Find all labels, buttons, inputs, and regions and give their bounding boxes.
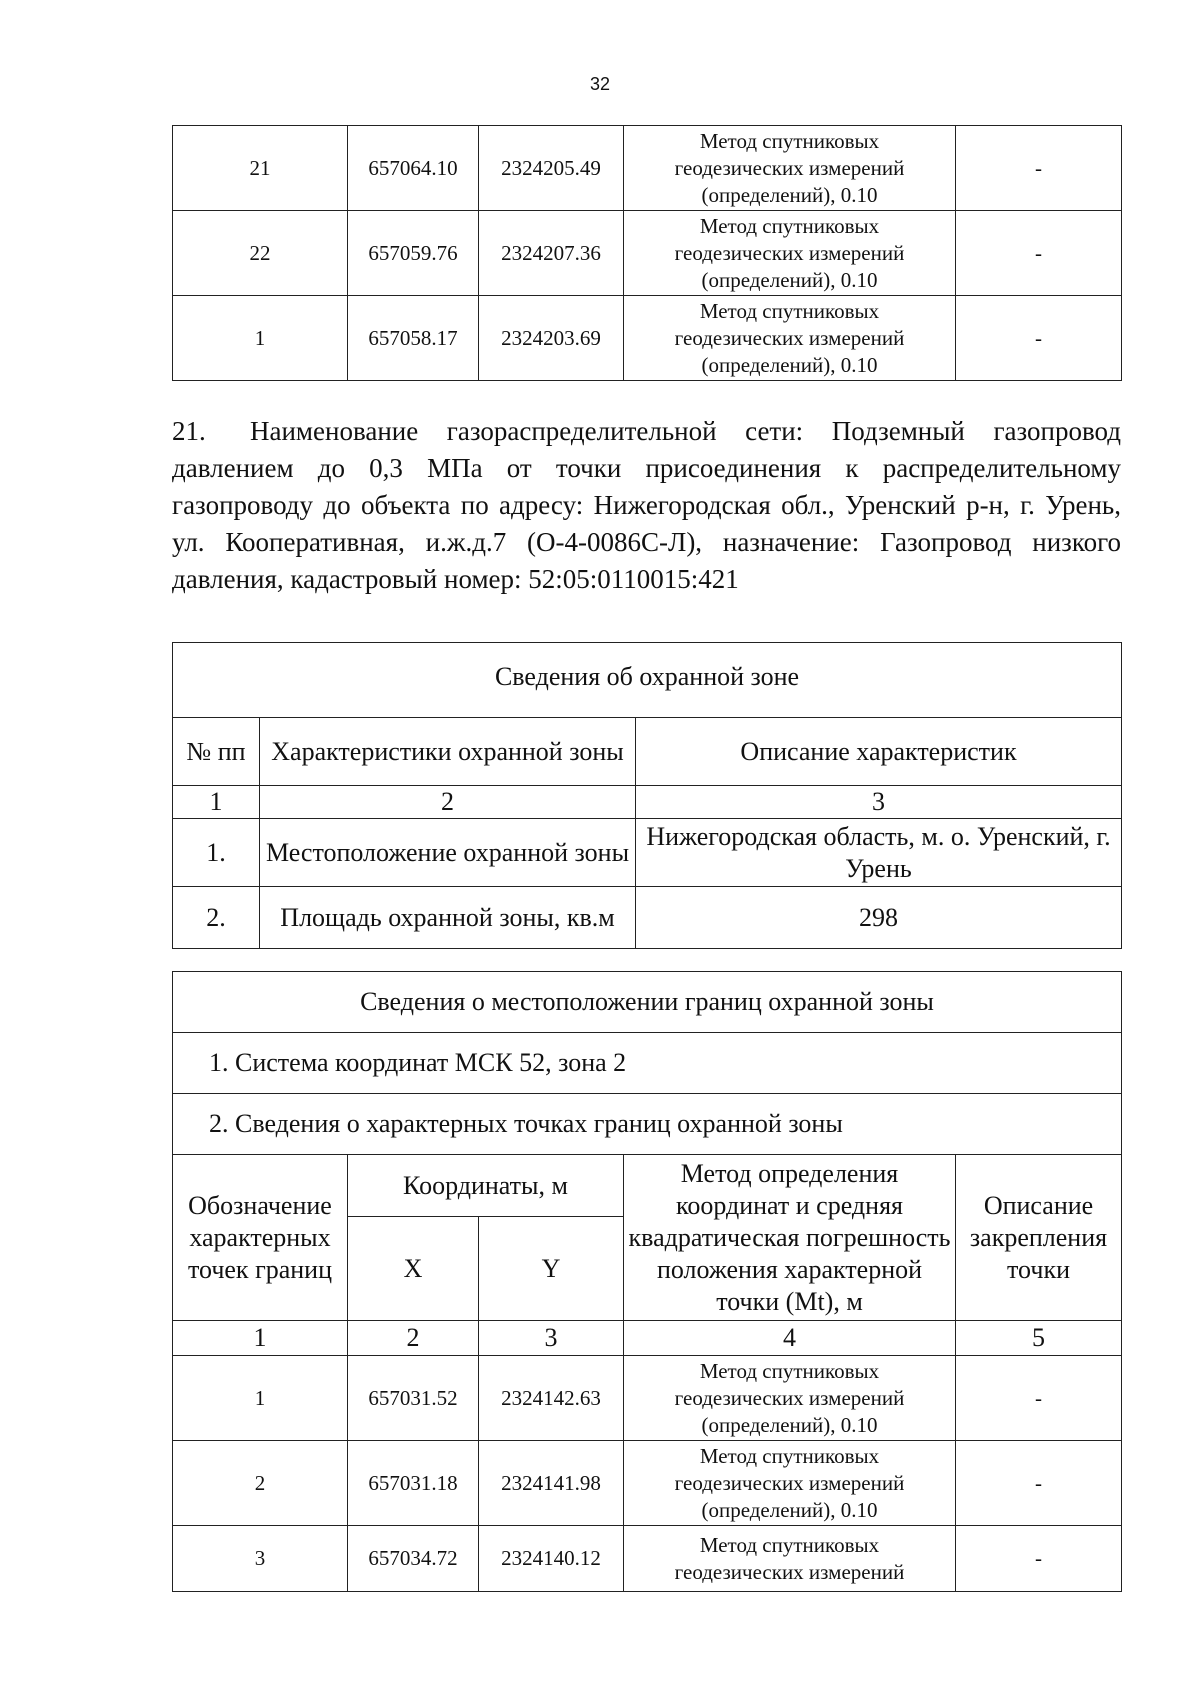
coordinate-system: 1. Система координат МСК 52, зона 2 [173,1033,1122,1094]
column-number: 1 [173,786,260,819]
point-id: 22 [173,211,348,296]
point-id: 1 [173,296,348,381]
point-id: 3 [173,1526,348,1592]
header-method: Метод определения координат и средняя квадратическая погрешность положения характерной точки (Mt), м [624,1155,956,1321]
table-row [173,211,1122,296]
table-row [173,1526,1122,1592]
table-row [173,296,1122,381]
point-description: - [956,296,1122,381]
section-text: Наименование газораспределительной сети: Подземный газопровод давлением до 0,3 МПа от точки присоединения к распределительному газопроводу до объекта по адресу: Нижегородская обл., Уренский р-н, г. Урень, ул. Кооперативная, и.ж.д.7 (О-4-0086С-Л), назначение: Газопровод низкого давления, кадастровый номер: 52:05:0110015:421 [172,416,1121,594]
section-number: 21. [172,416,206,446]
point-x: 657031.52 [348,1356,479,1441]
point-description: - [956,1356,1122,1441]
table-row [173,887,1122,949]
zone-table-title: Сведения об охранной зоне [173,643,1122,718]
point-method: Метод спутниковых геодезических измерений (определений), 0.10 [624,1356,956,1441]
table-row [173,1441,1122,1526]
point-method: Метод спутниковых геодезических измерений (определений), 0.10 [624,296,956,381]
column-number: 5 [956,1321,1122,1356]
point-description: - [956,126,1122,211]
points-heading: 2. Сведения о характерных точках границ охранной зоны [173,1094,1122,1155]
point-y: 2324205.49 [479,126,624,211]
column-number: 4 [624,1321,956,1356]
table-row [173,126,1122,211]
zone-info-table [172,642,1122,949]
point-y: 2324142.63 [479,1356,624,1441]
point-method: Метод спутниковых геодезических измерений (определений), 0.10 [624,211,956,296]
point-description: - [956,1526,1122,1592]
point-method: Метод спутниковых геодезических измерений (определений), 0.10 [624,1441,956,1526]
point-x: 657059.76 [348,211,479,296]
point-x: 657034.72 [348,1526,479,1592]
point-description: - [956,211,1122,296]
column-number: 3 [636,786,1122,819]
point-y: 2324203.69 [479,296,624,381]
row-num: 1. [173,819,260,887]
header-num: № пп [173,718,260,786]
point-x: 657064.10 [348,126,479,211]
row-characteristic: Площадь охранной зоны, кв.м [260,887,636,949]
table-row [173,819,1122,887]
point-method: Метод спутниковых геодезических измерений (определений), 0.10 [624,126,956,211]
row-num: 2. [173,887,260,949]
page-number: 32 [589,74,611,94]
point-id: 21 [173,126,348,211]
point-method: Метод спутниковых геодезических измерений [624,1526,956,1592]
point-description: - [956,1441,1122,1526]
point-x: 657031.18 [348,1441,479,1526]
header-x: X [348,1217,479,1321]
header-coordinates: Координаты, м [348,1155,624,1217]
coord-table-title: Сведения о местоположении границ охранной зоны [173,972,1122,1033]
point-y: 2324141.98 [479,1441,624,1526]
column-number: 2 [348,1321,479,1356]
point-y: 2324140.12 [479,1526,624,1592]
point-y: 2324207.36 [479,211,624,296]
point-x: 657058.17 [348,296,479,381]
point-id: 1 [173,1356,348,1441]
point-id: 2 [173,1441,348,1526]
row-description: 298 [636,887,1122,949]
previous-points-table [172,125,1122,381]
column-number: 2 [260,786,636,819]
table-row [173,1356,1122,1441]
header-characteristic: Характеристики охранной зоны [260,718,636,786]
row-description: Нижегородская область, м. о. Уренский, г. Урень [636,819,1122,887]
section-paragraph [172,413,1121,598]
header-y: Y [479,1217,624,1321]
header-description: Описание характеристик [636,718,1122,786]
header-point-label: Обозначение характерных точек границ [173,1155,348,1321]
column-number: 1 [173,1321,348,1356]
column-number: 3 [479,1321,624,1356]
coordinates-table [172,971,1122,1592]
header-description: Описание закрепления точки [956,1155,1122,1321]
row-characteristic: Местоположение охранной зоны [260,819,636,887]
